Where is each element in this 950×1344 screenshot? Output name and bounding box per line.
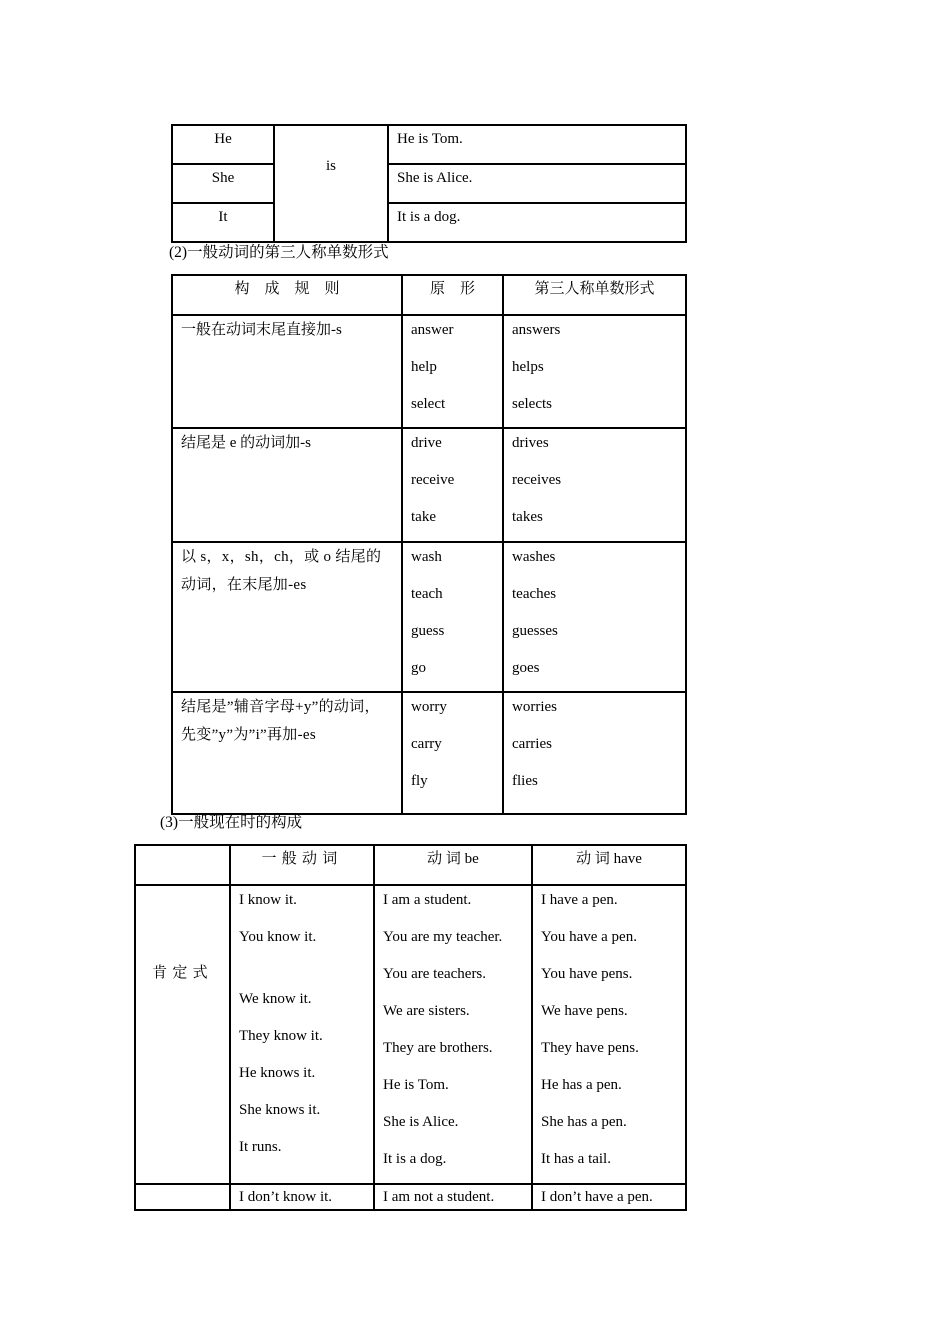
third-word: flies [512, 773, 538, 789]
third-word: takes [512, 509, 543, 525]
third-cell [503, 315, 686, 428]
subject-cell: He [172, 125, 274, 164]
example-sentence: She has a pen. [541, 1114, 627, 1130]
example-sentence: We know it. [239, 991, 312, 1007]
example-sentence: We are sisters. [383, 1003, 470, 1019]
subject-cell: She [172, 164, 274, 203]
example-sentence: He knows it. [239, 1065, 316, 1081]
affirmative-label: 肯定式 [135, 885, 230, 1184]
rule-cell [172, 428, 402, 542]
header-have: 动 词 have [532, 845, 686, 885]
example-cell: She is Alice. [388, 164, 686, 203]
have-cell [532, 885, 686, 1184]
third-word: helps [512, 359, 544, 375]
rule-text: 以 s，x，sh，ch，或 o 结尾的动词，在末尾加-es [181, 549, 382, 593]
example-sentence: She knows it. [239, 1102, 321, 1118]
example-sentence: You have a pen. [541, 929, 637, 945]
example-sentence: I am a student. [383, 892, 472, 908]
base-word: receive [411, 472, 455, 488]
present-tense-table [134, 844, 687, 1211]
base-cell [402, 542, 503, 692]
header-rule: 构 成 规 则 [172, 275, 402, 315]
example-sentence: I know it. [239, 892, 297, 908]
base-word: take [411, 509, 436, 525]
header-general: 一般动词 [230, 845, 374, 885]
section-caption: (2)一般动词的第三人称单数形式 [169, 244, 389, 261]
rule-text: 一般在动词末尾直接加-s [181, 322, 342, 338]
base-word: help [411, 359, 437, 375]
base-word: teach [411, 586, 443, 602]
third-cell [503, 692, 686, 814]
example-sentence: You know it. [239, 929, 317, 945]
negative-label [135, 1184, 230, 1210]
example-sentence: It is a dog. [383, 1151, 447, 1167]
base-word: wash [411, 549, 442, 565]
example-sentence: They know it. [239, 1028, 323, 1044]
third-word: teaches [512, 586, 557, 602]
third-person-table [171, 274, 687, 815]
example-sentence: I am not a student. [374, 1184, 532, 1210]
base-word: carry [411, 736, 442, 752]
base-word: guess [411, 623, 445, 639]
rule-text: 结尾是”辅音字母+y”的动词，先变”y”为”i”再加-es [181, 699, 380, 743]
example-sentence: They are brothers. [383, 1040, 493, 1056]
example-sentence: You are teachers. [383, 966, 487, 982]
third-word: worries [512, 699, 557, 715]
header-be: 动 词 be [374, 845, 532, 885]
rule-cell [172, 315, 402, 428]
third-word: selects [512, 396, 552, 412]
third-cell [503, 428, 686, 542]
example-sentence: He is Tom. [383, 1077, 449, 1093]
base-cell [402, 692, 503, 814]
example-sentence: I don’t know it. [230, 1184, 374, 1210]
example-sentence: We have pens. [541, 1003, 628, 1019]
third-word: answers [512, 322, 561, 338]
subject-cell: It [172, 203, 274, 242]
be-cell [374, 885, 532, 1184]
base-word: go [411, 660, 426, 676]
third-word: carries [512, 736, 552, 752]
example-sentence: I have a pen. [541, 892, 618, 908]
base-word: answer [411, 322, 454, 338]
rule-cell [172, 542, 402, 692]
example-sentence: You are my teacher. [383, 929, 503, 945]
third-cell [503, 542, 686, 692]
third-word: drives [512, 435, 549, 451]
general-cell [230, 885, 374, 1184]
example-sentence: He has a pen. [541, 1077, 622, 1093]
base-word: drive [411, 435, 442, 451]
section-caption: (3)一般现在时的构成 [160, 814, 303, 831]
base-cell [402, 315, 503, 428]
header-base: 原 形 [402, 275, 503, 315]
base-word: select [411, 396, 446, 412]
example-sentence: They have pens. [541, 1040, 639, 1056]
example-sentence: She is Alice. [383, 1114, 459, 1130]
third-word: receives [512, 472, 562, 488]
example-cell: It is a dog. [388, 203, 686, 242]
rule-text: 结尾是 e 的动词加-s [181, 435, 311, 451]
example-sentence: It has a tail. [541, 1151, 611, 1167]
example-cell: He is Tom. [388, 125, 686, 164]
example-sentence: It runs. [239, 1139, 282, 1155]
header-empty [135, 845, 230, 885]
base-word: worry [411, 699, 447, 715]
verb-cell: is [274, 125, 388, 242]
rule-cell [172, 692, 402, 814]
third-word: washes [512, 549, 556, 565]
header-third: 第三人称单数形式 [503, 275, 686, 315]
be-verb-table [171, 124, 687, 243]
third-word: goes [512, 660, 540, 676]
third-word: guesses [512, 623, 558, 639]
base-word: fly [411, 773, 428, 789]
example-sentence: You have pens. [541, 966, 633, 982]
example-sentence: I don’t have a pen. [532, 1184, 686, 1210]
base-cell [402, 428, 503, 542]
